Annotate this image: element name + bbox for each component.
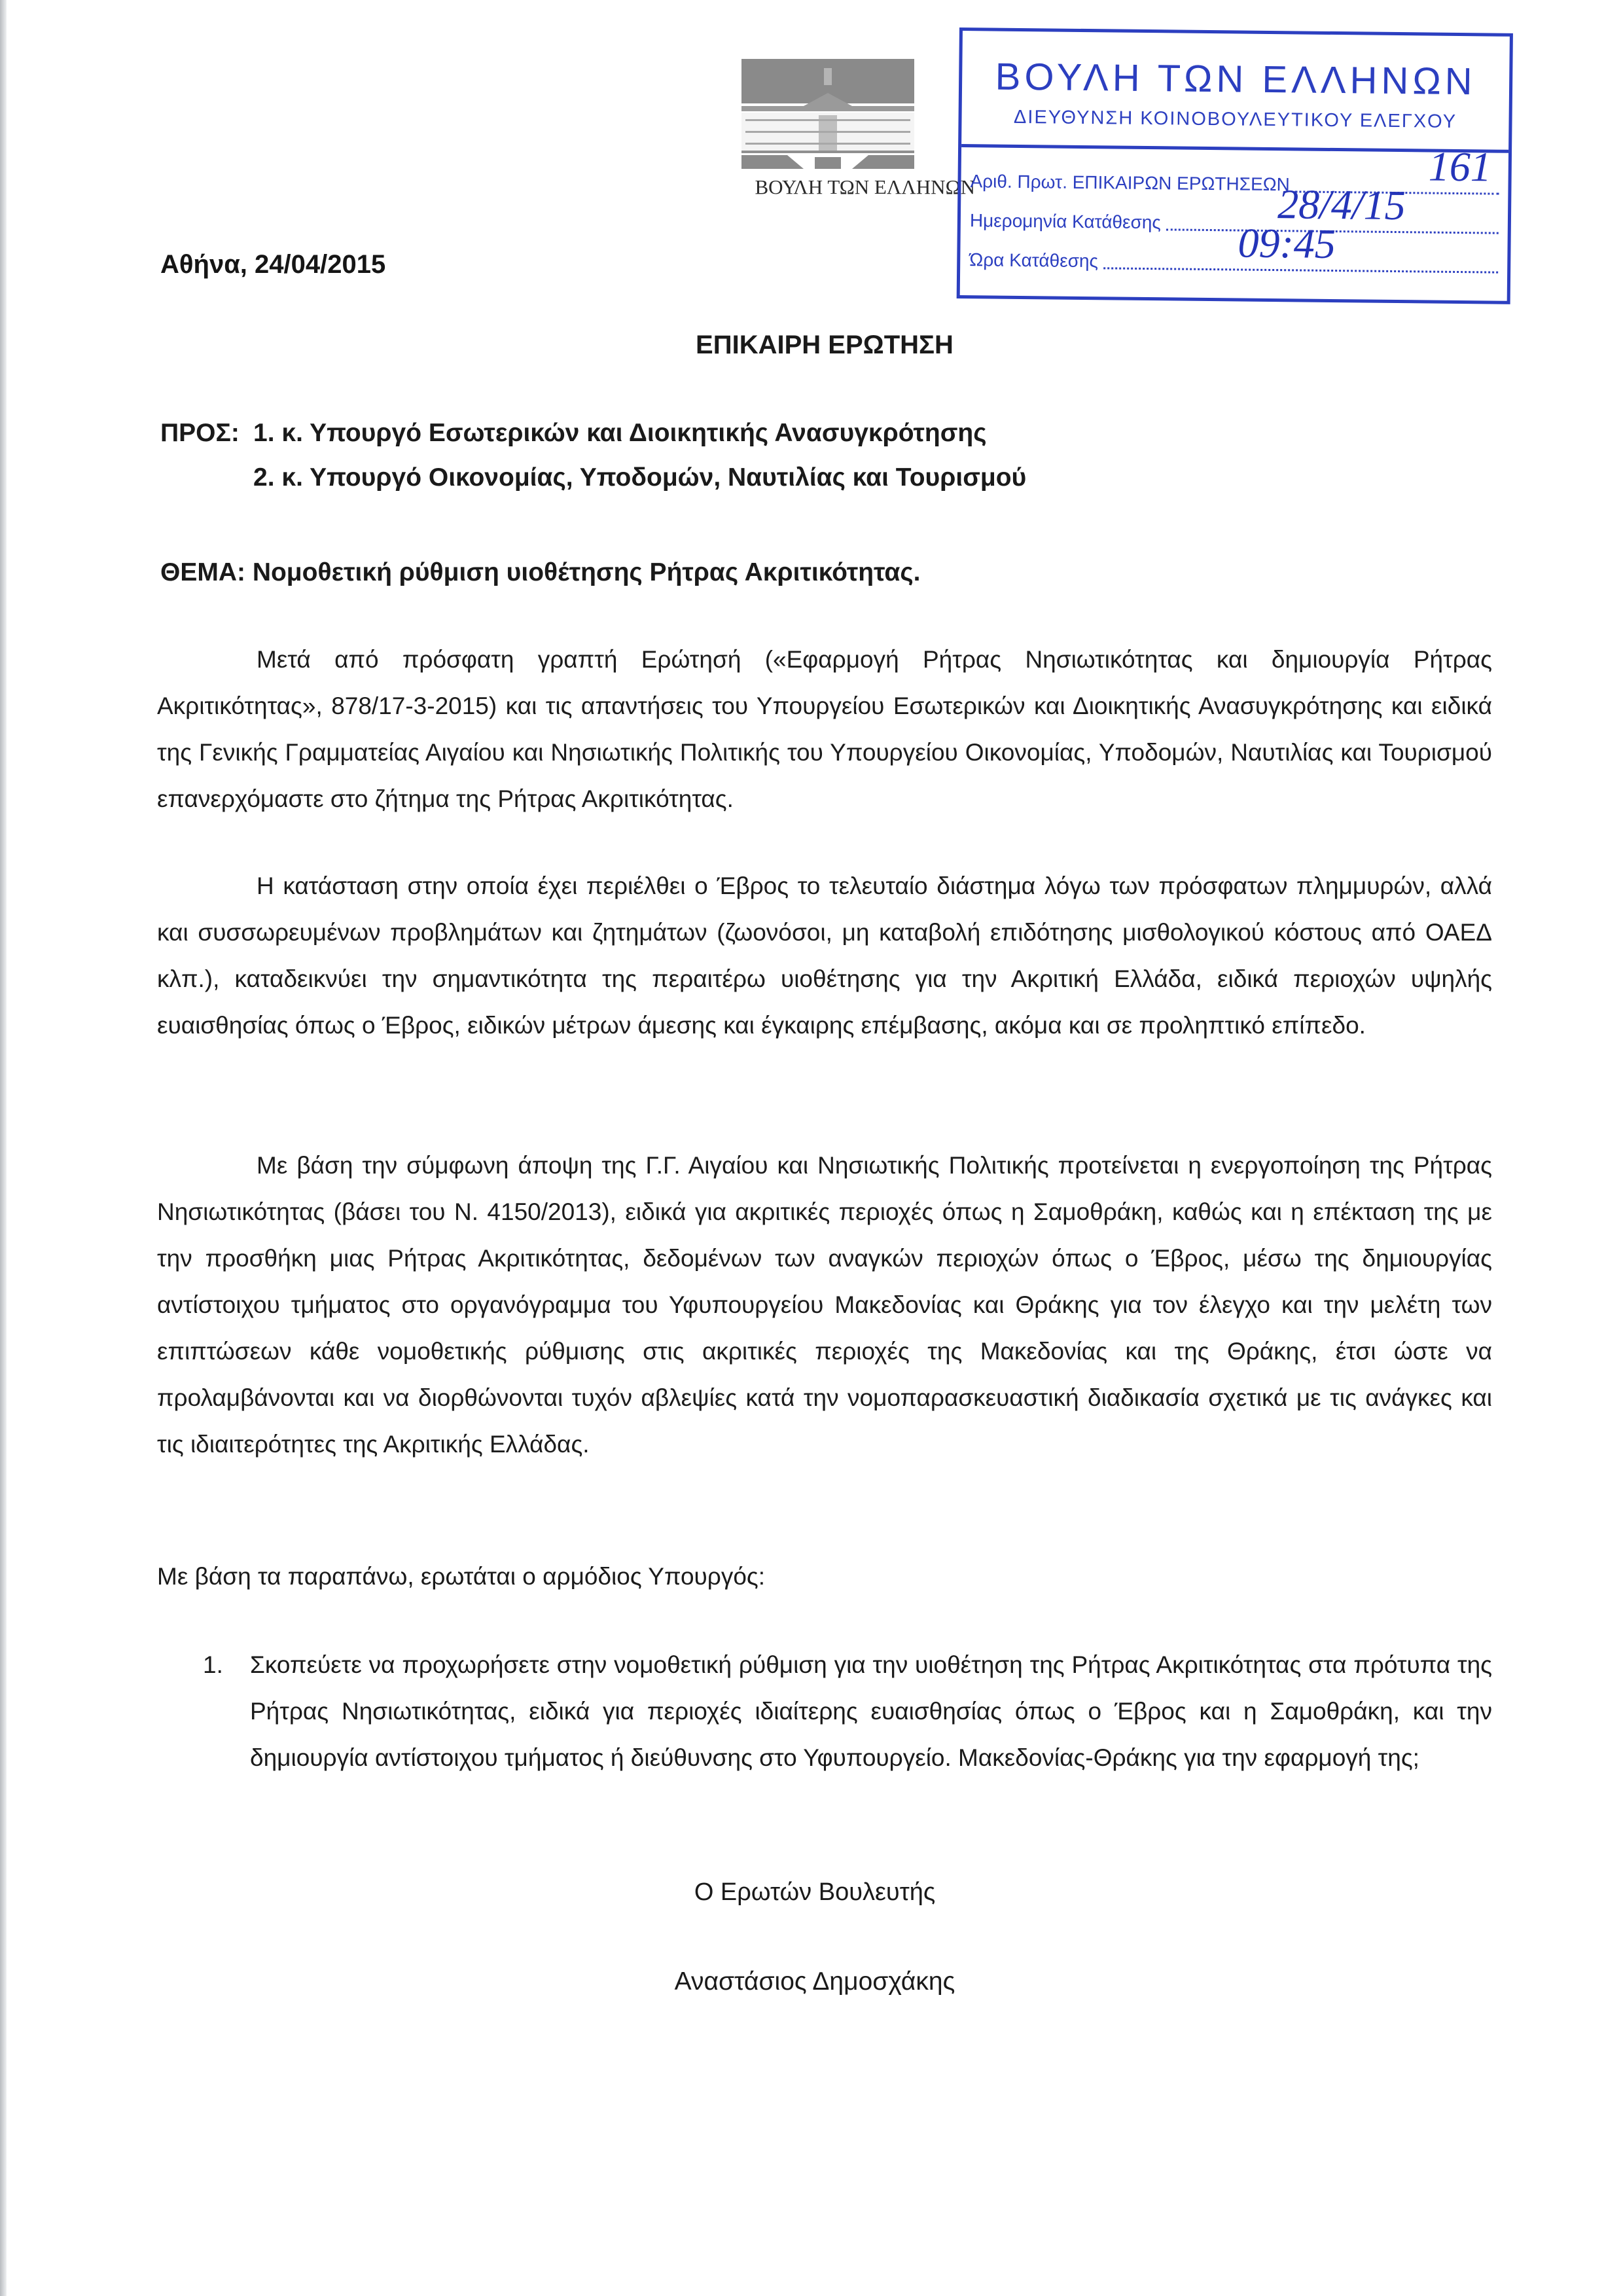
document-date: Αθήνα, 24/04/2015	[160, 250, 386, 279]
recipient-item: 2. κ. Υπουργό Οικονομίας, Υποδομών, Ναυτιλίας και Τουρισμού	[253, 463, 1027, 492]
body-paragraph: Με βάση την σύμφωνη άποψη της Γ.Γ. Αιγαίου και Νησιωτικής Πολιτικής προτείνεται η ενεργοποίηση της Ρήτρας Νησιωτικότητας (βάσει του Ν. 4150/2013), ειδικά για ακριτικές περιοχές όπως η Σαμοθράκη, καθώς και η επέκταση της με την προσθήκη μιας Ρήτρας Ακριτικότητας, δεδομένων των αναγκών περιοχών όπως ο Έβρος, μέσω της δημιουργίας αντίστοιχου τμήματος στο οργανόγραμμα του Υφυπουργείου Μακεδονίας και Θράκης για τον έλεγχο και την μελέτη των επιπτώσεων κάθε νομοθετικής ρύθμισης στις ακριτικές περιοχές της Μακεδονίας και της Θράκης, έτσι ώστε να προλαμβάνονται και να διορθώνονται τυχόν αβλεψίες κατά την νομοπαρασκευαστική διαδικασία σχετικά με τις ανάγκες και τις ιδιαιτερότητες της Ακριτικής Ελλάδας.	[157, 1152, 1492, 1458]
stamp-row-protocol	[970, 143, 1499, 197]
signature-name: Αναστάσιος Δημοσχάκης	[674, 1967, 955, 1996]
questions-list	[157, 1641, 1492, 1781]
handwritten-date: 28/4/15	[1277, 181, 1406, 229]
parliament-building-icon	[741, 59, 914, 170]
stamp-header	[961, 31, 1510, 153]
stamp-row-label: Αριθ. Πρωτ. ΕΠΙΚΑΙΡΩΝ ΕΡΩΤΗΣΕΩΝ	[970, 171, 1291, 195]
question-intro: Με βάση τα παραπάνω, ερωτάται ο αρμόδιος Υπουργός:	[157, 1563, 766, 1590]
document-subject: ΘΕΜΑ: Νομοθετική ρύθμιση υιοθέτησης Ρήτρας Ακριτικότητας.	[160, 558, 921, 586]
body-paragraph: Μετά από πρόσφατη γραπτή Ερώτησή («Εφαρμογή Ρήτρας Νησιωτικότητας και δημιουργία Ρήτρας Ακριτικότητας», 878/17-3-2015) και τις απαντήσεις του Υπουργείου Εσωτερικών και Διοικητικής Ανασυγκρότησης και ειδικά της Γενικής Γραμματείας Αιγαίου και Νησιωτικής Πολιτικής του Υπουργείου Οικονομίας, Υποδομών, Ναυτιλίας και Τουρισμού επανερχόμαστε στο ζήτημα της Ρήτρας Ακριτικότητας.	[157, 646, 1492, 812]
handwritten-time: 09:45	[1238, 219, 1336, 268]
scan-edge	[0, 0, 7, 2296]
stamp-title: ΒΟΥΛΗ ΤΩΝ ΕΛΛΗΝΩΝ	[995, 55, 1476, 103]
question-number: 1.	[203, 1651, 223, 1678]
parliament-name: ΒΟΥΛΗ ΤΩΝ ΕΛΛΗΝΩΝ	[755, 175, 975, 198]
stamp-subtitle: ΔΙΕΥΘΥΝΣΗ ΚΟΙΝΟΒΟΥΛΕΥΤΙΚΟΥ ΕΛΕΓΧΟΥ	[1013, 106, 1457, 132]
stamp-row-label: Ημερομηνία Κατάθεσης	[969, 210, 1162, 233]
recipients-label: ΠΡΟΣ:	[160, 419, 240, 447]
body-paragraph: Η κατάσταση στην οποία έχει περιέλθει ο Έβρος το τελευταίο διάστημα λόγω των πρόσφατων πλημμυρών, αλλά και συσσωρευμένων προβλημάτων και ζητημάτων (ζωονόσοι, μη καταβολή επιδότησης μισθολογικού κόστους από ΟΑΕΔ κλπ.), καταδεικνύει την σημαντικότητα της περαιτέρω υιοθέτησης για την Ακριτική Ελλάδα, ειδικά περιοχών υψηλής ευαισθησίας όπως ο Έβρος, ειδικών μέτρων άμεσης και έγκαιρης επέμβασης, ακόμα και σε προληπτικό επίπεδο.	[157, 872, 1492, 1039]
dotted-line	[1103, 266, 1498, 273]
question-text: Σκοπεύετε να προχωρήσετε στην νομοθετική ρύθμιση για την υιοθέτηση της Ρήτρας Ακριτικότητας στα πρότυπα της Ρήτρας Νησιωτικότητας, ειδικά για περιοχές ιδιαίτερης ευαισθησίας όπως ο Έβρος και η Σαμοθράκη, και την δημιουργία αντίστοιχου τμήματος ή διεύθυνσης στο Υφυπουργείο. Μακεδονίας-Θράκης για την εφαρμογή της;	[250, 1651, 1492, 1771]
recipient-item: 1. κ. Υπουργό Εσωτερικών και Διοικητικής Ανασυγκρότησης	[253, 419, 987, 447]
registration-stamp	[957, 27, 1513, 304]
signature-role: Ο Ερωτών Βουλευτής	[694, 1878, 936, 1906]
handwritten-protocol-number: 161	[1428, 143, 1492, 190]
document-heading: ΕΠΙΚΑΙΡΗ ΕΡΩΤΗΣΗ	[696, 331, 954, 359]
stamp-row-label: Ώρα Κατάθεσης	[969, 249, 1099, 272]
